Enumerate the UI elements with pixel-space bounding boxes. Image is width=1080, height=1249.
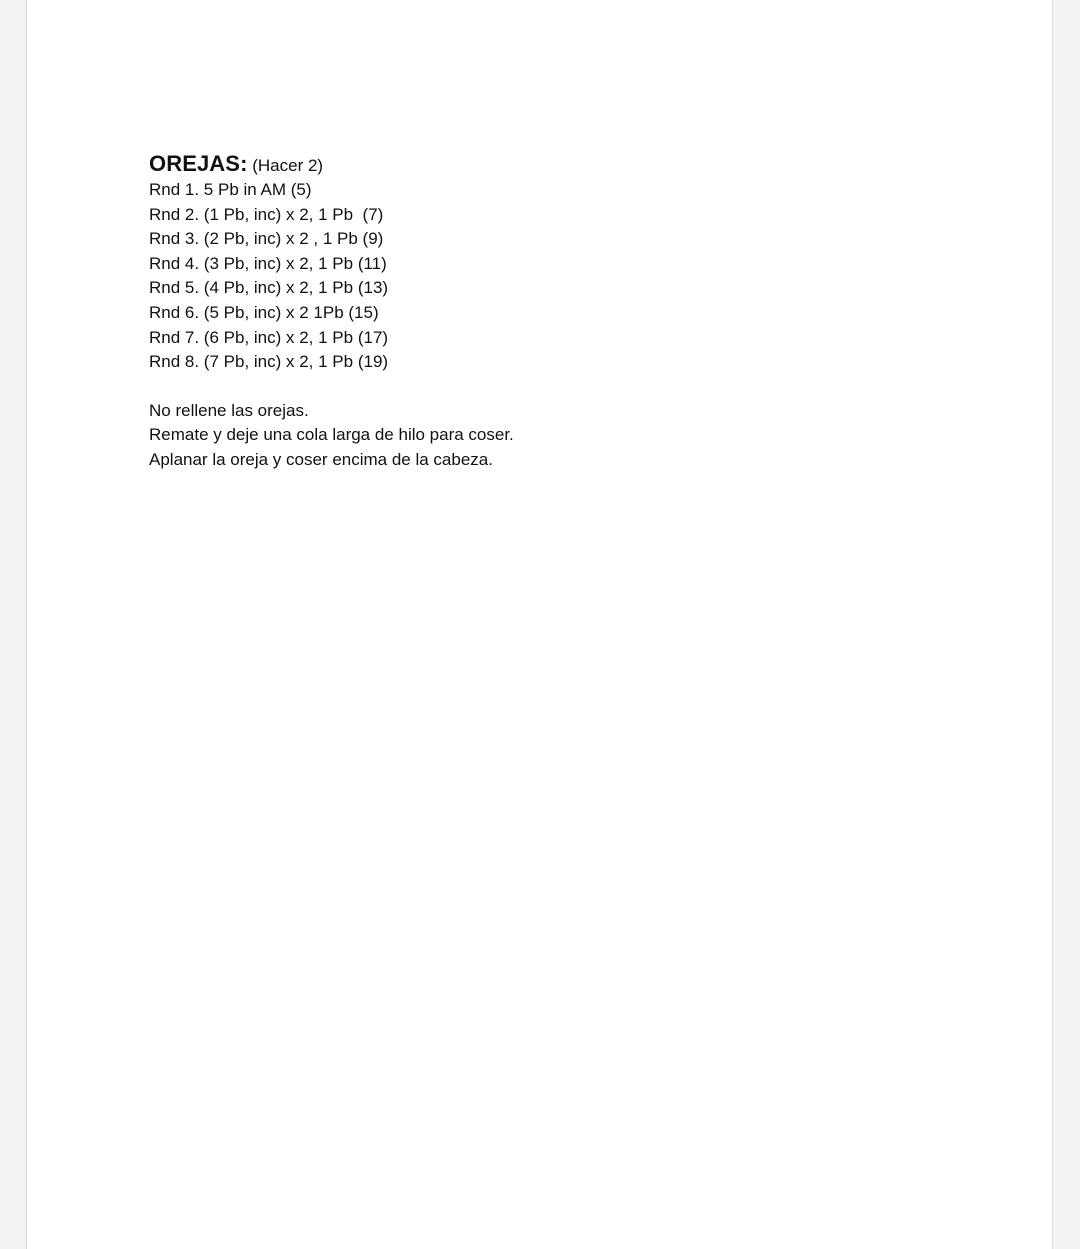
round-line: Rnd 6. (5 Pb, inc) x 2 1Pb (15) bbox=[149, 302, 379, 322]
round-line: Rnd 5. (4 Pb, inc) x 2, 1 Pb (13) bbox=[149, 278, 389, 298]
page-content bbox=[149, 150, 949, 473]
round-line: Rnd 7. (6 Pb, inc) x 2, 1 Pb (17) bbox=[149, 327, 389, 347]
section-title-colon: : bbox=[240, 151, 248, 176]
instructions-notes bbox=[149, 399, 949, 473]
note-line: Aplanar la oreja y coser encima de la cabeza. bbox=[149, 449, 493, 469]
round-line: Rnd 1. 5 Pb in AM (5) bbox=[149, 180, 312, 199]
note-line: Remate y deje una cola larga de hilo para coser. bbox=[149, 425, 514, 445]
round-line: Rnd 2. (1 Pb, inc) x 2, 1 Pb (7) bbox=[149, 204, 384, 224]
section-title: OREJAS bbox=[149, 151, 241, 176]
round-line: Rnd 4. (3 Pb, inc) x 2, 1 Pb (11) bbox=[149, 253, 387, 273]
round-line: Rnd 3. (2 Pb, inc) x 2 , 1 Pb (9) bbox=[149, 229, 384, 249]
section-heading bbox=[149, 150, 949, 178]
round-line: Rnd 8. (7 Pb, inc) x 2, 1 Pb (19) bbox=[149, 352, 389, 372]
rounds-list bbox=[149, 178, 949, 375]
note-line: No rellene las orejas. bbox=[149, 400, 309, 420]
document-page bbox=[26, 0, 1053, 1249]
section-subtitle: (Hacer 2) bbox=[247, 156, 324, 175]
